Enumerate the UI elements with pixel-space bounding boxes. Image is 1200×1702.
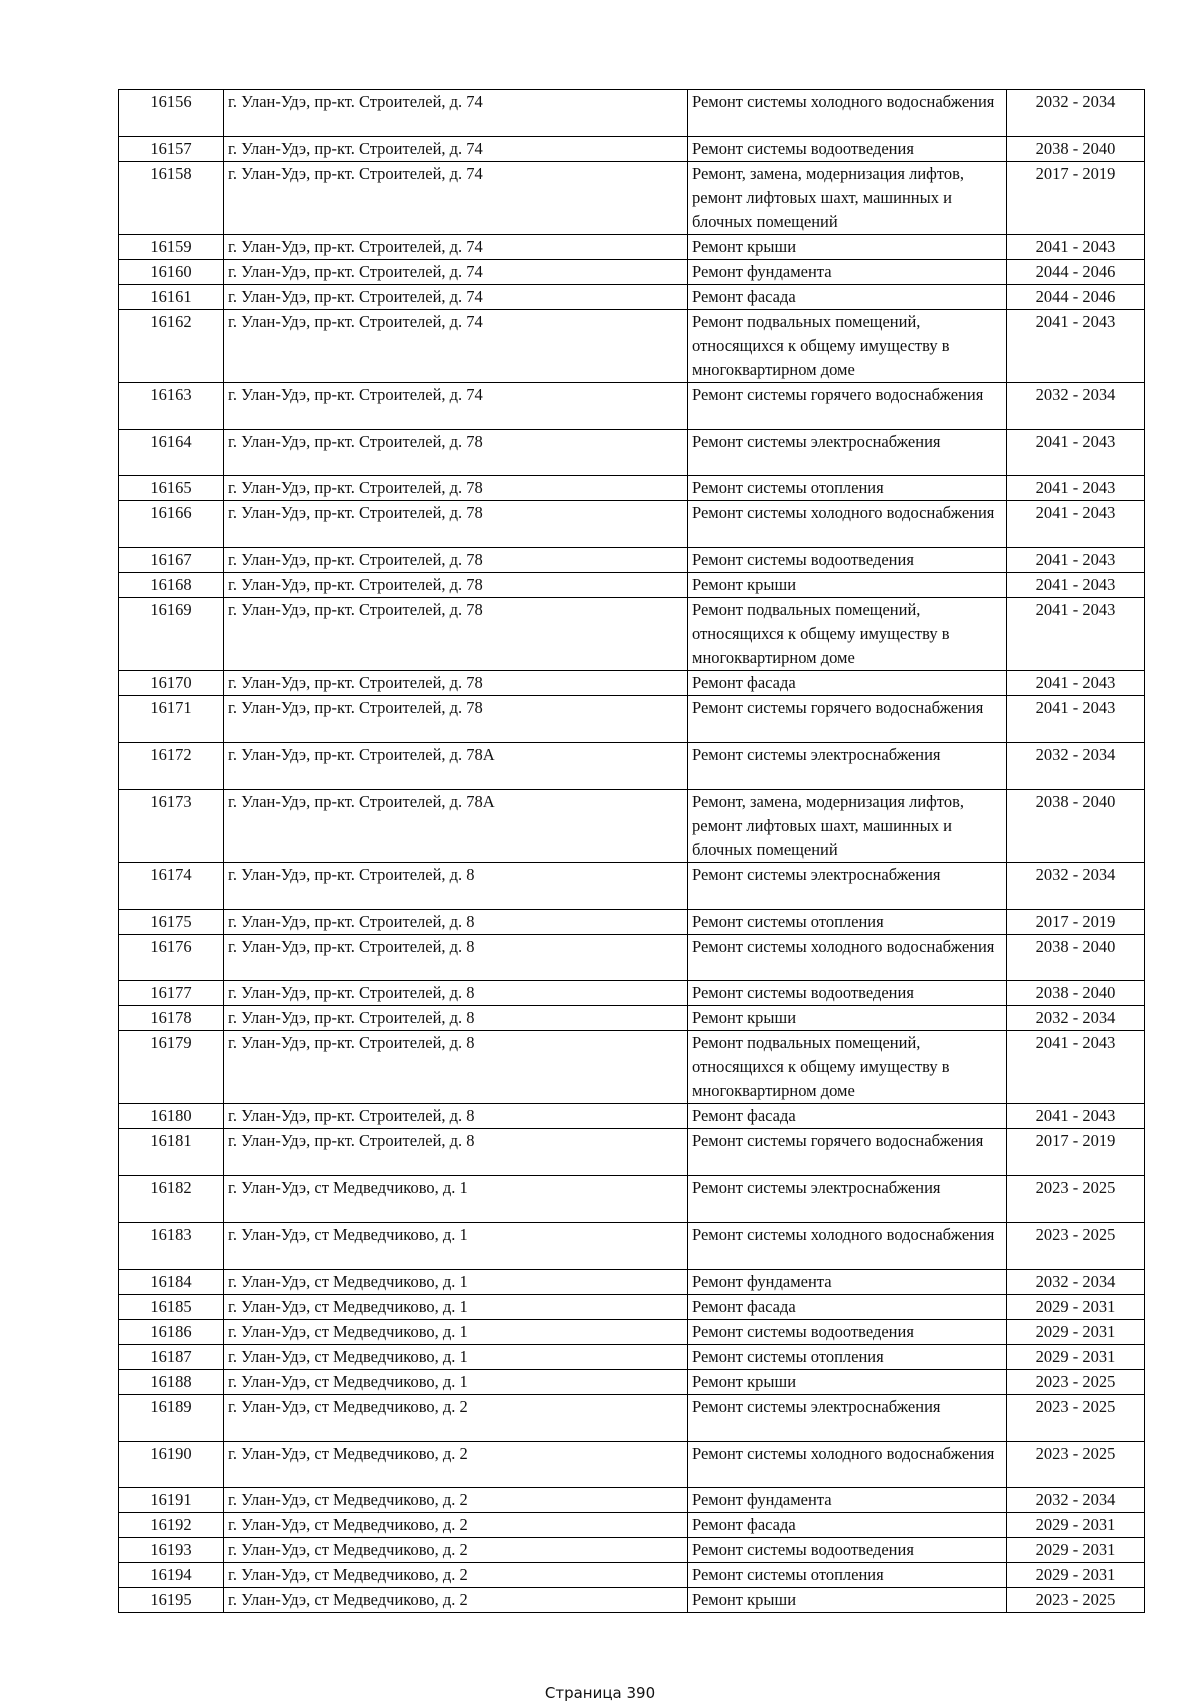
- work-type-cell: Ремонт крыши: [688, 573, 1007, 598]
- work-type-cell: Ремонт, замена, модернизация лифтов, ремонт лифтовых шахт, машинных и блочных помещений: [688, 161, 1007, 234]
- row-number-cell: 16163: [119, 382, 224, 429]
- period-cell: 2044 - 2046: [1007, 284, 1145, 309]
- table-row: [119, 1513, 1145, 1538]
- table-row: [119, 476, 1145, 501]
- period-cell: 2041 - 2043: [1007, 1031, 1145, 1104]
- period-cell: 2041 - 2043: [1007, 671, 1145, 696]
- table-row: [119, 573, 1145, 598]
- row-number-cell: 16195: [119, 1588, 224, 1613]
- address-cell: г. Улан-Удэ, пр-кт. Строителей, д. 74: [224, 161, 688, 234]
- address-cell: г. Улан-Удэ, пр-кт. Строителей, д. 74: [224, 382, 688, 429]
- table-row: [119, 1394, 1145, 1441]
- work-type-cell: Ремонт системы горячего водоснабжения: [688, 696, 1007, 743]
- table-row: [119, 1588, 1145, 1613]
- table-row: [119, 234, 1145, 259]
- address-cell: г. Улан-Удэ, пр-кт. Строителей, д. 8: [224, 909, 688, 934]
- period-cell: 2029 - 2031: [1007, 1319, 1145, 1344]
- table-row: [119, 1176, 1145, 1223]
- row-number-cell: 16168: [119, 573, 224, 598]
- work-type-cell: Ремонт системы электроснабжения: [688, 1394, 1007, 1441]
- period-cell: 2023 - 2025: [1007, 1369, 1145, 1394]
- table-row: [119, 309, 1145, 382]
- table-row: [119, 1129, 1145, 1176]
- table-row: [119, 909, 1145, 934]
- table-row: [119, 981, 1145, 1006]
- table-row: [119, 934, 1145, 981]
- address-cell: г. Улан-Удэ, ст Медведчиково, д. 1: [224, 1319, 688, 1344]
- period-cell: 2023 - 2025: [1007, 1394, 1145, 1441]
- address-cell: г. Улан-Удэ, пр-кт. Строителей, д. 78: [224, 548, 688, 573]
- repair-schedule-table: [118, 89, 1145, 1613]
- table-row: [119, 742, 1145, 789]
- period-cell: 2041 - 2043: [1007, 696, 1145, 743]
- work-type-cell: Ремонт фасада: [688, 1104, 1007, 1129]
- row-number-cell: 16191: [119, 1488, 224, 1513]
- period-cell: 2029 - 2031: [1007, 1344, 1145, 1369]
- address-cell: г. Улан-Удэ, ст Медведчиково, д. 2: [224, 1441, 688, 1488]
- row-number-cell: 16174: [119, 862, 224, 909]
- address-cell: г. Улан-Удэ, пр-кт. Строителей, д. 78: [224, 429, 688, 476]
- period-cell: 2029 - 2031: [1007, 1294, 1145, 1319]
- work-type-cell: Ремонт системы отопления: [688, 1563, 1007, 1588]
- table-row: [119, 1222, 1145, 1269]
- work-type-cell: Ремонт системы водоотведения: [688, 1319, 1007, 1344]
- period-cell: 2032 - 2034: [1007, 382, 1145, 429]
- work-type-cell: Ремонт системы водоотведения: [688, 981, 1007, 1006]
- work-type-cell: Ремонт крыши: [688, 1588, 1007, 1613]
- address-cell: г. Улан-Удэ, пр-кт. Строителей, д. 74: [224, 259, 688, 284]
- work-type-cell: Ремонт фундамента: [688, 1269, 1007, 1294]
- row-number-cell: 16189: [119, 1394, 224, 1441]
- work-type-cell: Ремонт системы отопления: [688, 1344, 1007, 1369]
- work-type-cell: Ремонт крыши: [688, 1006, 1007, 1031]
- table-row: [119, 161, 1145, 234]
- row-number-cell: 16158: [119, 161, 224, 234]
- row-number-cell: 16173: [119, 789, 224, 862]
- table-row: [119, 136, 1145, 161]
- period-cell: 2023 - 2025: [1007, 1441, 1145, 1488]
- row-number-cell: 16169: [119, 598, 224, 671]
- row-number-cell: 16161: [119, 284, 224, 309]
- address-cell: г. Улан-Удэ, ст Медведчиково, д. 1: [224, 1176, 688, 1223]
- address-cell: г. Улан-Удэ, пр-кт. Строителей, д. 8: [224, 862, 688, 909]
- address-cell: г. Улан-Удэ, ст Медведчиково, д. 1: [224, 1269, 688, 1294]
- row-number-cell: 16159: [119, 234, 224, 259]
- address-cell: г. Улан-Удэ, ст Медведчиково, д. 1: [224, 1369, 688, 1394]
- row-number-cell: 16179: [119, 1031, 224, 1104]
- period-cell: 2032 - 2034: [1007, 742, 1145, 789]
- address-cell: г. Улан-Удэ, ст Медведчиково, д. 1: [224, 1222, 688, 1269]
- work-type-cell: Ремонт системы холодного водоснабжения: [688, 90, 1007, 137]
- table-row: [119, 259, 1145, 284]
- period-cell: 2023 - 2025: [1007, 1176, 1145, 1223]
- work-type-cell: Ремонт крыши: [688, 234, 1007, 259]
- address-cell: г. Улан-Удэ, ст Медведчиково, д. 2: [224, 1563, 688, 1588]
- table-row: [119, 1031, 1145, 1104]
- row-number-cell: 16184: [119, 1269, 224, 1294]
- table-row: [119, 1563, 1145, 1588]
- table-row: [119, 1269, 1145, 1294]
- period-cell: 2041 - 2043: [1007, 309, 1145, 382]
- work-type-cell: Ремонт фасада: [688, 284, 1007, 309]
- address-cell: г. Улан-Удэ, пр-кт. Строителей, д. 8: [224, 1006, 688, 1031]
- row-number-cell: 16167: [119, 548, 224, 573]
- period-cell: 2032 - 2034: [1007, 90, 1145, 137]
- row-number-cell: 16175: [119, 909, 224, 934]
- address-cell: г. Улан-Удэ, ст Медведчиково, д. 2: [224, 1513, 688, 1538]
- period-cell: 2041 - 2043: [1007, 429, 1145, 476]
- address-cell: г. Улан-Удэ, пр-кт. Строителей, д. 78: [224, 573, 688, 598]
- table-row: [119, 671, 1145, 696]
- table-row: [119, 862, 1145, 909]
- address-cell: г. Улан-Удэ, пр-кт. Строителей, д. 78: [224, 671, 688, 696]
- period-cell: 2029 - 2031: [1007, 1563, 1145, 1588]
- row-number-cell: 16171: [119, 696, 224, 743]
- work-type-cell: Ремонт фасада: [688, 1294, 1007, 1319]
- row-number-cell: 16165: [119, 476, 224, 501]
- period-cell: 2041 - 2043: [1007, 234, 1145, 259]
- table-row: [119, 429, 1145, 476]
- table-row: [119, 284, 1145, 309]
- work-type-cell: Ремонт фундамента: [688, 259, 1007, 284]
- address-cell: г. Улан-Удэ, ст Медведчиково, д. 1: [224, 1294, 688, 1319]
- row-number-cell: 16172: [119, 742, 224, 789]
- address-cell: г. Улан-Удэ, пр-кт. Строителей, д. 78: [224, 501, 688, 548]
- address-cell: г. Улан-Удэ, пр-кт. Строителей, д. 8: [224, 934, 688, 981]
- table-row: [119, 1538, 1145, 1563]
- table-row: [119, 501, 1145, 548]
- row-number-cell: 16183: [119, 1222, 224, 1269]
- address-cell: г. Улан-Удэ, ст Медведчиково, д. 2: [224, 1588, 688, 1613]
- period-cell: 2032 - 2034: [1007, 1488, 1145, 1513]
- table-row: [119, 598, 1145, 671]
- address-cell: г. Улан-Удэ, пр-кт. Строителей, д. 8: [224, 981, 688, 1006]
- work-type-cell: Ремонт фасада: [688, 1513, 1007, 1538]
- row-number-cell: 16187: [119, 1344, 224, 1369]
- row-number-cell: 16190: [119, 1441, 224, 1488]
- period-cell: 2041 - 2043: [1007, 1104, 1145, 1129]
- work-type-cell: Ремонт подвальных помещений, относящихся к общему имуществу в многоквартирном доме: [688, 1031, 1007, 1104]
- period-cell: 2041 - 2043: [1007, 548, 1145, 573]
- table-row: [119, 1319, 1145, 1344]
- row-number-cell: 16157: [119, 136, 224, 161]
- work-type-cell: Ремонт системы электроснабжения: [688, 862, 1007, 909]
- row-number-cell: 16180: [119, 1104, 224, 1129]
- period-cell: 2029 - 2031: [1007, 1513, 1145, 1538]
- table-row: [119, 382, 1145, 429]
- page-number: Страница 390: [544, 1684, 656, 1702]
- work-type-cell: Ремонт системы отопления: [688, 476, 1007, 501]
- period-cell: 2041 - 2043: [1007, 573, 1145, 598]
- table-row: [119, 90, 1145, 137]
- address-cell: г. Улан-Удэ, пр-кт. Строителей, д. 74: [224, 136, 688, 161]
- period-cell: 2038 - 2040: [1007, 789, 1145, 862]
- address-cell: г. Улан-Удэ, ст Медведчиково, д. 2: [224, 1488, 688, 1513]
- table-row: [119, 548, 1145, 573]
- row-number-cell: 16186: [119, 1319, 224, 1344]
- row-number-cell: 16177: [119, 981, 224, 1006]
- work-type-cell: Ремонт системы холодного водоснабжения: [688, 1441, 1007, 1488]
- row-number-cell: 16193: [119, 1538, 224, 1563]
- work-type-cell: Ремонт системы электроснабжения: [688, 429, 1007, 476]
- row-number-cell: 16162: [119, 309, 224, 382]
- work-type-cell: Ремонт фундамента: [688, 1488, 1007, 1513]
- work-type-cell: Ремонт, замена, модернизация лифтов, ремонт лифтовых шахт, машинных и блочных помещений: [688, 789, 1007, 862]
- row-number-cell: 16181: [119, 1129, 224, 1176]
- period-cell: 2041 - 2043: [1007, 598, 1145, 671]
- row-number-cell: 16176: [119, 934, 224, 981]
- work-type-cell: Ремонт системы водоотведения: [688, 1538, 1007, 1563]
- work-type-cell: Ремонт системы электроснабжения: [688, 742, 1007, 789]
- table-row: [119, 1488, 1145, 1513]
- work-type-cell: Ремонт системы горячего водоснабжения: [688, 1129, 1007, 1176]
- table-row: [119, 1344, 1145, 1369]
- work-type-cell: Ремонт системы водоотведения: [688, 548, 1007, 573]
- address-cell: г. Улан-Удэ, ст Медведчиково, д. 2: [224, 1394, 688, 1441]
- table-row: [119, 1006, 1145, 1031]
- row-number-cell: 16164: [119, 429, 224, 476]
- row-number-cell: 16182: [119, 1176, 224, 1223]
- row-number-cell: 16170: [119, 671, 224, 696]
- address-cell: г. Улан-Удэ, пр-кт. Строителей, д. 78: [224, 696, 688, 743]
- address-cell: г. Улан-Удэ, пр-кт. Строителей, д. 74: [224, 234, 688, 259]
- period-cell: 2032 - 2034: [1007, 1006, 1145, 1031]
- address-cell: г. Улан-Удэ, пр-кт. Строителей, д. 74: [224, 90, 688, 137]
- table-row: [119, 1294, 1145, 1319]
- row-number-cell: 16185: [119, 1294, 224, 1319]
- address-cell: г. Улан-Удэ, пр-кт. Строителей, д. 8: [224, 1129, 688, 1176]
- period-cell: 2041 - 2043: [1007, 476, 1145, 501]
- work-type-cell: Ремонт системы отопления: [688, 909, 1007, 934]
- address-cell: г. Улан-Удэ, ст Медведчиково, д. 1: [224, 1344, 688, 1369]
- period-cell: 2032 - 2034: [1007, 862, 1145, 909]
- period-cell: 2017 - 2019: [1007, 909, 1145, 934]
- row-number-cell: 16156: [119, 90, 224, 137]
- address-cell: г. Улан-Удэ, пр-кт. Строителей, д. 74: [224, 284, 688, 309]
- address-cell: г. Улан-Удэ, пр-кт. Строителей, д. 78А: [224, 742, 688, 789]
- period-cell: 2029 - 2031: [1007, 1538, 1145, 1563]
- address-cell: г. Улан-Удэ, пр-кт. Строителей, д. 8: [224, 1104, 688, 1129]
- address-cell: г. Улан-Удэ, пр-кт. Строителей, д. 74: [224, 309, 688, 382]
- period-cell: 2044 - 2046: [1007, 259, 1145, 284]
- work-type-cell: Ремонт системы холодного водоснабжения: [688, 501, 1007, 548]
- period-cell: 2038 - 2040: [1007, 981, 1145, 1006]
- row-number-cell: 16178: [119, 1006, 224, 1031]
- row-number-cell: 16188: [119, 1369, 224, 1394]
- period-cell: 2017 - 2019: [1007, 161, 1145, 234]
- table-row: [119, 789, 1145, 862]
- work-type-cell: Ремонт системы холодного водоснабжения: [688, 934, 1007, 981]
- address-cell: г. Улан-Удэ, пр-кт. Строителей, д. 78А: [224, 789, 688, 862]
- table-row: [119, 1441, 1145, 1488]
- table-body: [119, 90, 1145, 1613]
- row-number-cell: 16166: [119, 501, 224, 548]
- period-cell: 2032 - 2034: [1007, 1269, 1145, 1294]
- table-row: [119, 1104, 1145, 1129]
- address-cell: г. Улан-Удэ, ст Медведчиково, д. 2: [224, 1538, 688, 1563]
- period-cell: 2041 - 2043: [1007, 501, 1145, 548]
- period-cell: 2038 - 2040: [1007, 934, 1145, 981]
- work-type-cell: Ремонт системы горячего водоснабжения: [688, 382, 1007, 429]
- row-number-cell: 16192: [119, 1513, 224, 1538]
- address-cell: г. Улан-Удэ, пр-кт. Строителей, д. 8: [224, 1031, 688, 1104]
- row-number-cell: 16160: [119, 259, 224, 284]
- period-cell: 2023 - 2025: [1007, 1222, 1145, 1269]
- row-number-cell: 16194: [119, 1563, 224, 1588]
- work-type-cell: Ремонт системы холодного водоснабжения: [688, 1222, 1007, 1269]
- work-type-cell: Ремонт подвальных помещений, относящихся к общему имуществу в многоквартирном доме: [688, 598, 1007, 671]
- period-cell: 2038 - 2040: [1007, 136, 1145, 161]
- work-type-cell: Ремонт системы водоотведения: [688, 136, 1007, 161]
- work-type-cell: Ремонт системы электроснабжения: [688, 1176, 1007, 1223]
- period-cell: 2017 - 2019: [1007, 1129, 1145, 1176]
- address-cell: г. Улан-Удэ, пр-кт. Строителей, д. 78: [224, 598, 688, 671]
- address-cell: г. Улан-Удэ, пр-кт. Строителей, д. 78: [224, 476, 688, 501]
- table-row: [119, 696, 1145, 743]
- work-type-cell: Ремонт крыши: [688, 1369, 1007, 1394]
- work-type-cell: Ремонт фасада: [688, 671, 1007, 696]
- work-type-cell: Ремонт подвальных помещений, относящихся к общему имуществу в многоквартирном доме: [688, 309, 1007, 382]
- table-row: [119, 1369, 1145, 1394]
- period-cell: 2023 - 2025: [1007, 1588, 1145, 1613]
